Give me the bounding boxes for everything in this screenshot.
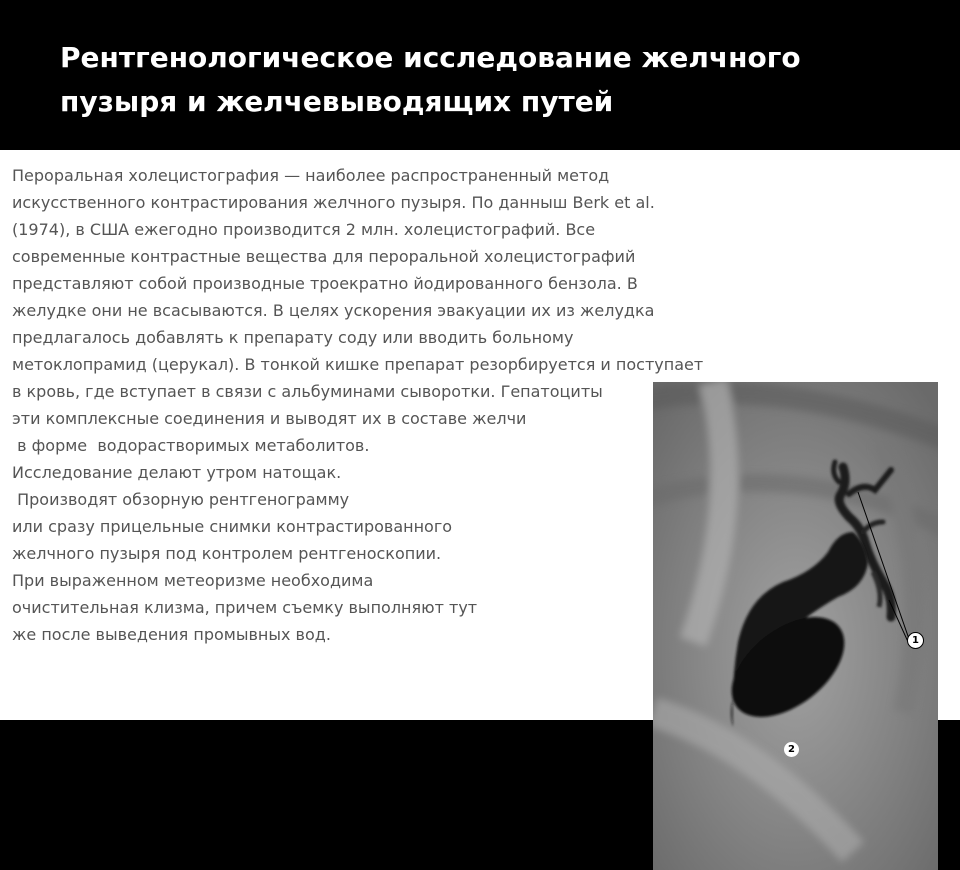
- slide-content: [0, 150, 960, 755]
- title-bar: [0, 0, 960, 150]
- xray-drawing: [653, 382, 938, 870]
- xray-label-2: 2: [784, 742, 799, 757]
- slide-body-text: Пероральная холецистография — наиболее распространенный метод искусственного контрастирования желчного пузыря. По данныш Berk et al. (1974), в США ежегодно производится 2 млн. холецистографий. Все современные контрастные вещества для пероральной холецистографий представляют собой производные троекратно йодированного бензола. В желудке они не всасываются. В целях ускорения эвакуации их из желудка предлагалось добавлять к препарату соду или вводить больному метоклопрамид (церукал). В тонкой кишке препарат резорбируется и поступает в кровь, где вступает в связи с альбуминами сыворотки. Гепатоциты эти комплексные соединения и выводят их в составе желчи в форме водорастворимых метаболитов. Исследование делают утром натощак. Производят обзорную рентгенограмму или сразу прицельные снимки контрастированного желчного пузыря под контролем рентгеноскопии. При выраженном метеоризме необходима очистительная клизма, причем съемку выполняют тут же после выведения промывных вод.: [12, 166, 704, 644]
- cholecystography-xray-image: [653, 382, 938, 870]
- xray-label-1: 1: [907, 632, 924, 649]
- slide-title: Рентгенологическое исследование желчного пузыря и желчевыводящих путей: [60, 41, 801, 118]
